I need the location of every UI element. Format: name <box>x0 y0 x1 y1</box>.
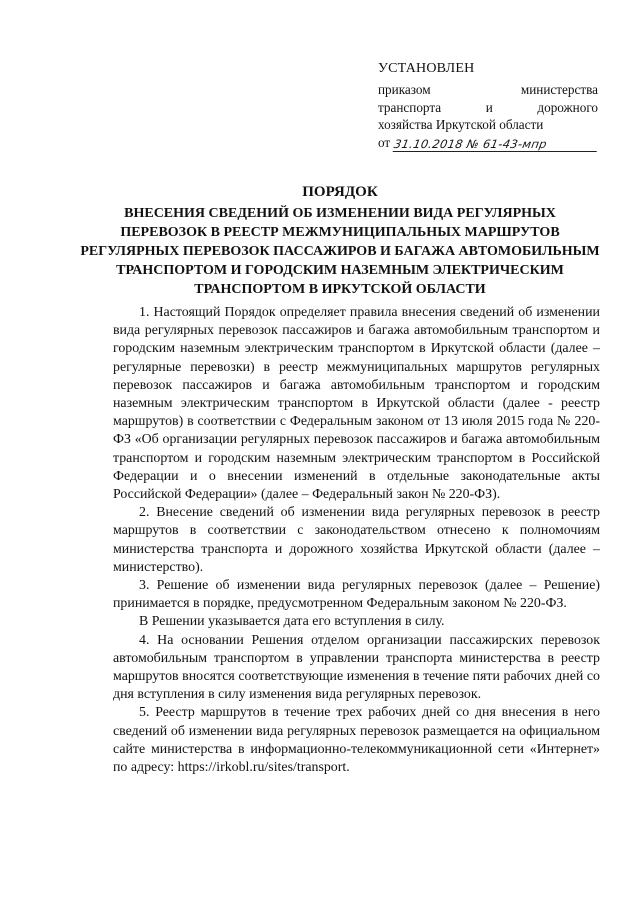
document-title <box>80 183 600 299</box>
document-body <box>113 304 600 777</box>
paragraph-4: 4. На основании Решения отделом организации пассажирских перевозок автомобильным транспортом в управлении транспорта министерства в реестр маршрутов вносятся соответствующие изменения в течение пяти рабочих дней со дня вступления в силу изменения вида регулярных перевозок. <box>113 632 600 703</box>
approval-date-line <box>378 134 598 152</box>
approval-line-3: хозяйства Иркутской области <box>378 117 544 133</box>
handwritten-date: 31.10.2018 № 61-43-мпр <box>393 137 599 152</box>
paragraph-3: 3. Решение об изменении вида регулярных перевозок (далее – Решение) принимается в порядке, предусмотренном Федеральным законом № 220-ФЗ. <box>113 578 600 612</box>
paragraph-1: 1. Настоящий Порядок определяет правила внесения сведений об изменении вида регулярных перевозок пассажиров и багажа автомобильным транспортом и городским наземным электрическим транспортом в Иркутской области (далее – регулярные перевозки) в реестр межмуниципальных маршрутов регулярных перевозок пассажиров и багажа автомобильным транспортом и городским наземным электрическим транспортом в Иркутской области (далее - реестр маршрутов) в соответствии с Федеральным законом от 13 июля 2015 года № 220-ФЗ «Об организации регулярных перевозок пассажиров и багажа автомобильным транспортом и городским наземным электрическим транспортом в Российской Федерации и о внесении изменений в отдельные законодательные акты Российской Федерации» (далее – Федеральный закон № 220-ФЗ). <box>113 305 600 503</box>
approval-line-2: транспорта и дорожного <box>378 99 598 115</box>
title-subtitle: ВНЕСЕНИЯ СВЕДЕНИЙ ОБ ИЗМЕНЕНИИ ВИДА РЕГУЛЯРНЫХ ПЕРЕВОЗОК В РЕЕСТР МЕЖМУНИЦИПАЛЬНЫХ МАРШРУТОВ РЕГУЛЯРНЫХ ПЕРЕВОЗОК ПАССАЖИРОВ И БАГАЖА АВТОМОБИЛЬНЫМ ТРАНСПОРТОМ И ГОРОДСКИМ НАЗЕМНЫМ ЭЛЕКТРИЧЕСКИМ ТРАНСПОРТОМ В ИРКУТСКОЙ ОБЛАСТИ <box>80 206 600 297</box>
approval-heading: УСТАНОВЛЕН <box>378 61 475 76</box>
approval-line-1: приказом министерства <box>378 81 598 97</box>
paragraph-2: 2. Внесение сведений об изменении вида регулярных перевозок в реестр маршрутов в соответствии с законодательством отнесено к полномочиям министерства транспорта и дорожного хозяйства Иркутской области (далее – министерство). <box>113 505 600 575</box>
paragraph-5: 5. Реестр маршрутов в течение трех рабочих дней со дня внесения в него сведений об изменении вида регулярных перевозок размещается на официальном сайте министерства в информационно-телекоммуникационной сети «Интернет» по адресу: https://irkobl.ru/sites/transport. <box>113 705 600 776</box>
paragraph-3-note: В Решении указывается дата его вступления в силу. <box>139 614 445 630</box>
approval-date-prefix: от <box>378 135 391 151</box>
approval-stamp <box>378 60 598 152</box>
title-main: ПОРЯДОК <box>302 184 378 200</box>
